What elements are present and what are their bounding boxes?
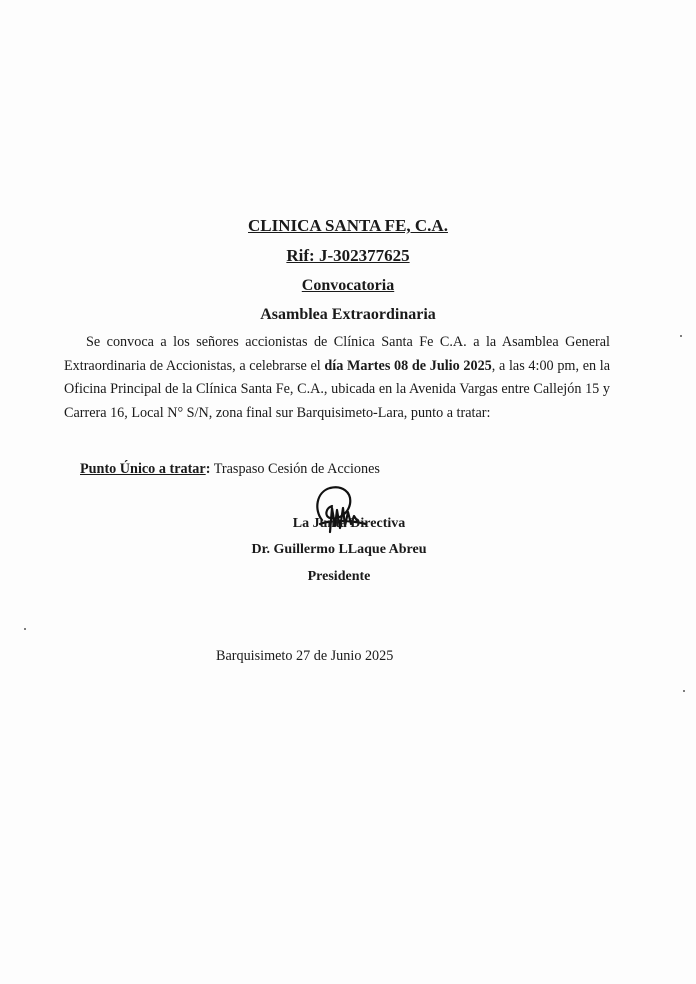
speck [24, 628, 26, 630]
agenda-item [80, 461, 380, 478]
document-heading: Convocatoria [301, 277, 395, 294]
place-date: Barquisimeto 27 de Junio 2025 [216, 648, 394, 664]
signer-name: Dr. Guillermo LLaque Abreu [251, 542, 427, 557]
handwritten-signature [300, 480, 380, 542]
speck [683, 690, 685, 692]
agenda-colon: : [205, 461, 211, 477]
agenda-label: Punto Único a tratar [80, 461, 206, 477]
signer-role: Presidente [307, 569, 371, 584]
company-name: CLINICA SANTA FE, C.A. [248, 216, 448, 235]
paragraph-text-end: , a las 4:00 pm, en la Oficina Principal de la Clínica Santa Fe, C.A., ubicada en la Avenida Vargas entre Callejón 15 y Carrera 16, Local N° S/N, zona final sur Barquisimeto-Lara, punto a tratar: [64, 357, 611, 421]
paragraph-text-start: Se convoca a los señores accionistas de Clínica Santa Fe C.A. a la Asamblea General Extraordinaria de Accionistas, a celebrarse el [64, 334, 610, 374]
meeting-date: día Martes 08 de Julio 2025 [324, 357, 492, 374]
agenda-text: Traspaso Cesión de Acciones [210, 461, 380, 477]
board-signature-line: La Junta Directiva [292, 516, 406, 531]
convocation-paragraph [64, 331, 610, 425]
document-subheading: Asamblea Extraordinaria [260, 306, 436, 323]
company-rif: Rif: J-302377625 [286, 246, 410, 265]
speck [680, 335, 682, 337]
